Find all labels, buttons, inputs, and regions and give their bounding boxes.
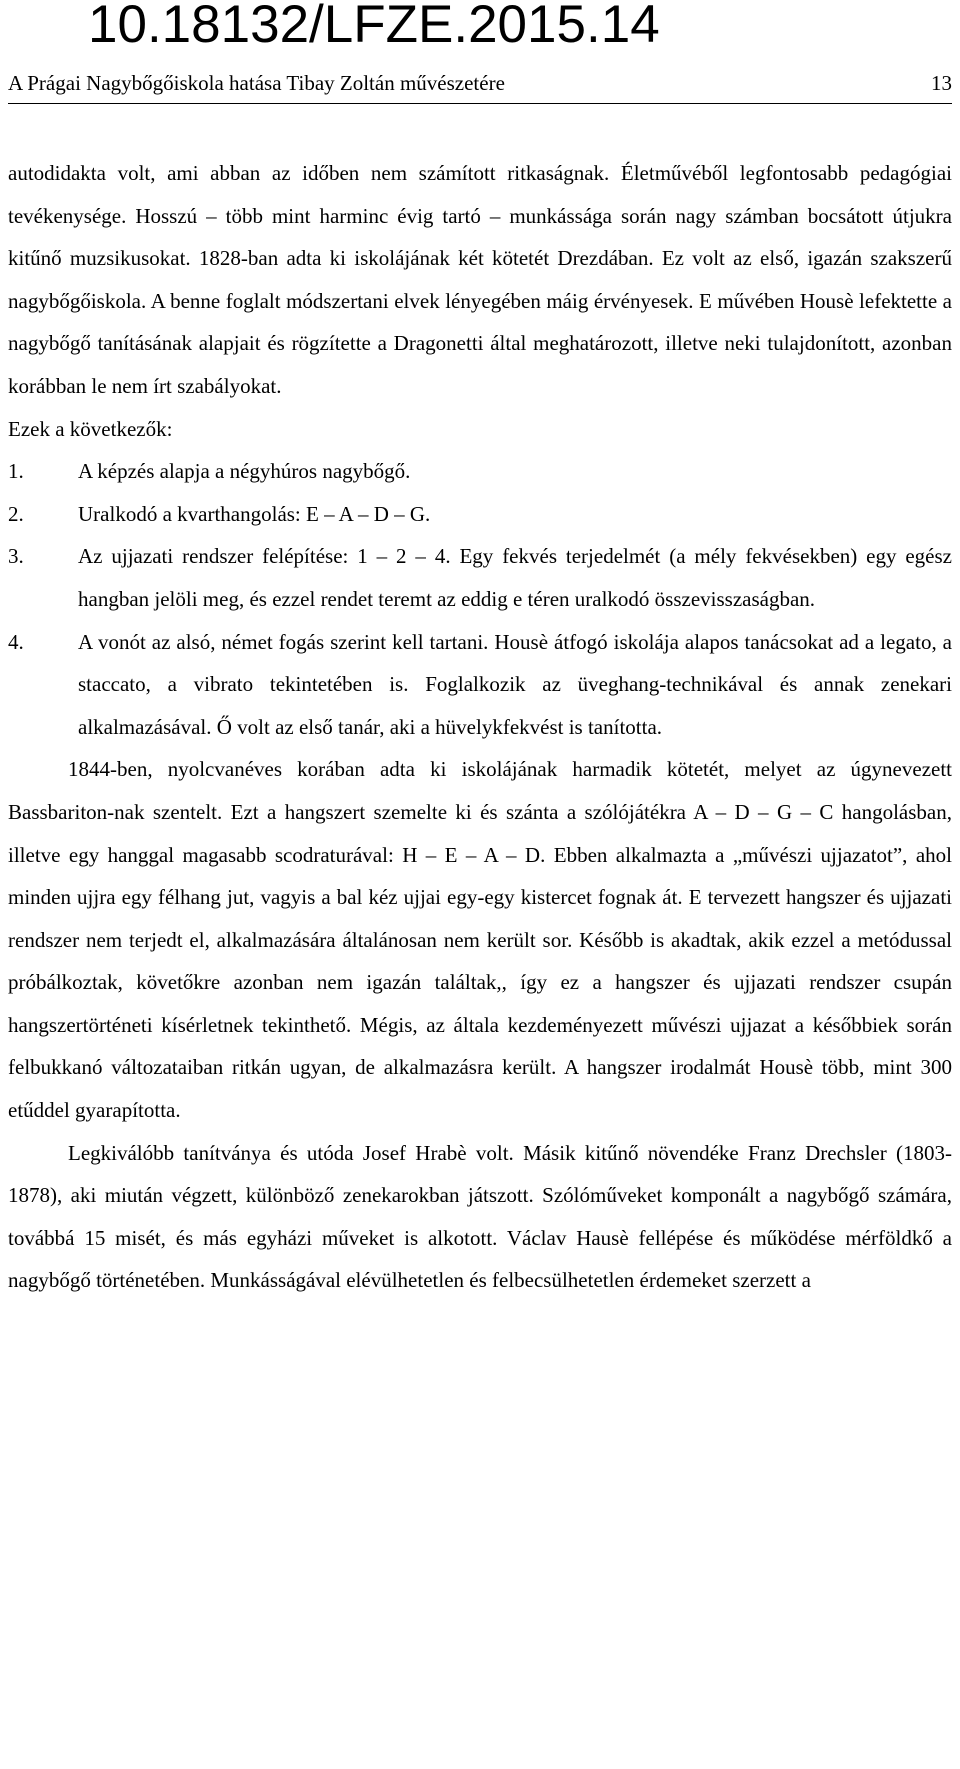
list-item xyxy=(8,535,952,620)
list-item-number: 3. xyxy=(8,544,24,569)
list-intro: Ezek a következők: xyxy=(8,416,173,441)
paragraph-2: 1844-ben, nyolcvanéves korában adta ki iskolájának harmadik kötetét, melyet az úgynevezett Bassbariton-nak szentelt. Ezt a hangszert szemelte ki és szánta a szólójátékra A – D – G – C hangolásban, illetve egy hanggal magasabb scodraturával: H – E – A – D. Ebben alkalmazta a „művészi ujjazatot”, ahol minden ujjra egy félhang jut, vagyis a bal kéz ujjai egy-egy kistercet fognak át. E tervezett hangszer és ujjazati rendszer nem terjedt el, alkalmazására általánosan nem került sor. Később is akadtak, akik ezzel a metódussal próbálkoztak, követőkre azonban nem igazán találtak,, így ez a hangszer és ujjazati rendszer csupán hangszertörténeti kísérletnek tekinthető. Mégis, az általa kezdeményezett művészi ujjazat a későbbiek során felbukkanó változataiban ritkán ugyan, de alkalmazásra került. A hangszer irodalmát Housè több, mint 300 etűddel gyarapította. xyxy=(8,757,952,1123)
list-item xyxy=(8,621,952,749)
list-item xyxy=(8,450,952,493)
header-rule xyxy=(8,103,952,104)
list-item-text: A vonót az alsó, német fogás szerint kell tartani. Housè átfogó iskolája alapos tanácsokat ad a legato, a staccato, a vibrato tekintetében is. Foglalkozik az üveghang-technikával és annak zenekari alkalmazásával. Ő volt az első tanár, aki a hüvelykfekvést is tanította. xyxy=(78,629,952,739)
body-text xyxy=(8,152,952,1302)
paragraph-3: Legkiválóbb tanítványa és utóda Josef Hrabè volt. Másik kitűnő növendéke Franz Drechsler (1803-1878), aki miután végzett, különböző zenekarokban játszott. Szólóműveket komponált a nagybőgő számára, továbbá 15 misét, és más egyházi műveket is alkotott. Václav Hausè fellépése és működése mérföldkő a nagybőgő történetében. Munkásságával elévülhetetlen és felbecsülhetetlen érdemeket szerzett a xyxy=(8,1140,952,1293)
list-item-text: A képzés alapja a négyhúros nagybőgő. xyxy=(78,459,411,484)
page-number: 13 xyxy=(931,71,952,95)
list-item-number: 1. xyxy=(8,459,24,484)
running-header-title: A Prágai Nagybőgőiskola hatása Tibay Zoltán művészetére xyxy=(8,71,505,95)
list-item-number: 4. xyxy=(8,629,24,654)
list-item xyxy=(8,493,952,536)
doi-identifier: 10.18132/LFZE.2015.14 xyxy=(88,0,660,54)
rules-list xyxy=(8,450,952,748)
list-item-text: Az ujjazati rendszer felépítése: 1 – 2 – 4. Egy fekvés terjedelmét (a mély fekvésekben) egy egész hangban jelöli meg, és ezzel rendet teremt az eddig e téren uralkodó összevisszaságban. xyxy=(78,544,952,611)
list-item-text: Uralkodó a kvarthangolás: E – A – D – G. xyxy=(78,501,431,526)
list-item-number: 2. xyxy=(8,501,24,526)
paragraph-1: autodidakta volt, ami abban az időben nem számított ritkaságnak. Életművéből legfontosabb pedagógiai tevékenysége. Hosszú – több mint harminc évig tartó – munkássága során nagy számban bocsátott útjukra kitűnő muzsikusokat. 1828-ban adta ki iskolájának két kötetét Drezdában. Ez volt az első, igazán szakszerű nagybőgőiskola. A benne foglalt módszertani elvek lényegében máig érvényesek. E művében Housè lefektette a nagybőgő tanításának alapjait és rögzítette a Dragonetti által meghatározott, illetve neki tulajdonított, azonban korábban le nem írt szabályokat. xyxy=(8,161,952,398)
